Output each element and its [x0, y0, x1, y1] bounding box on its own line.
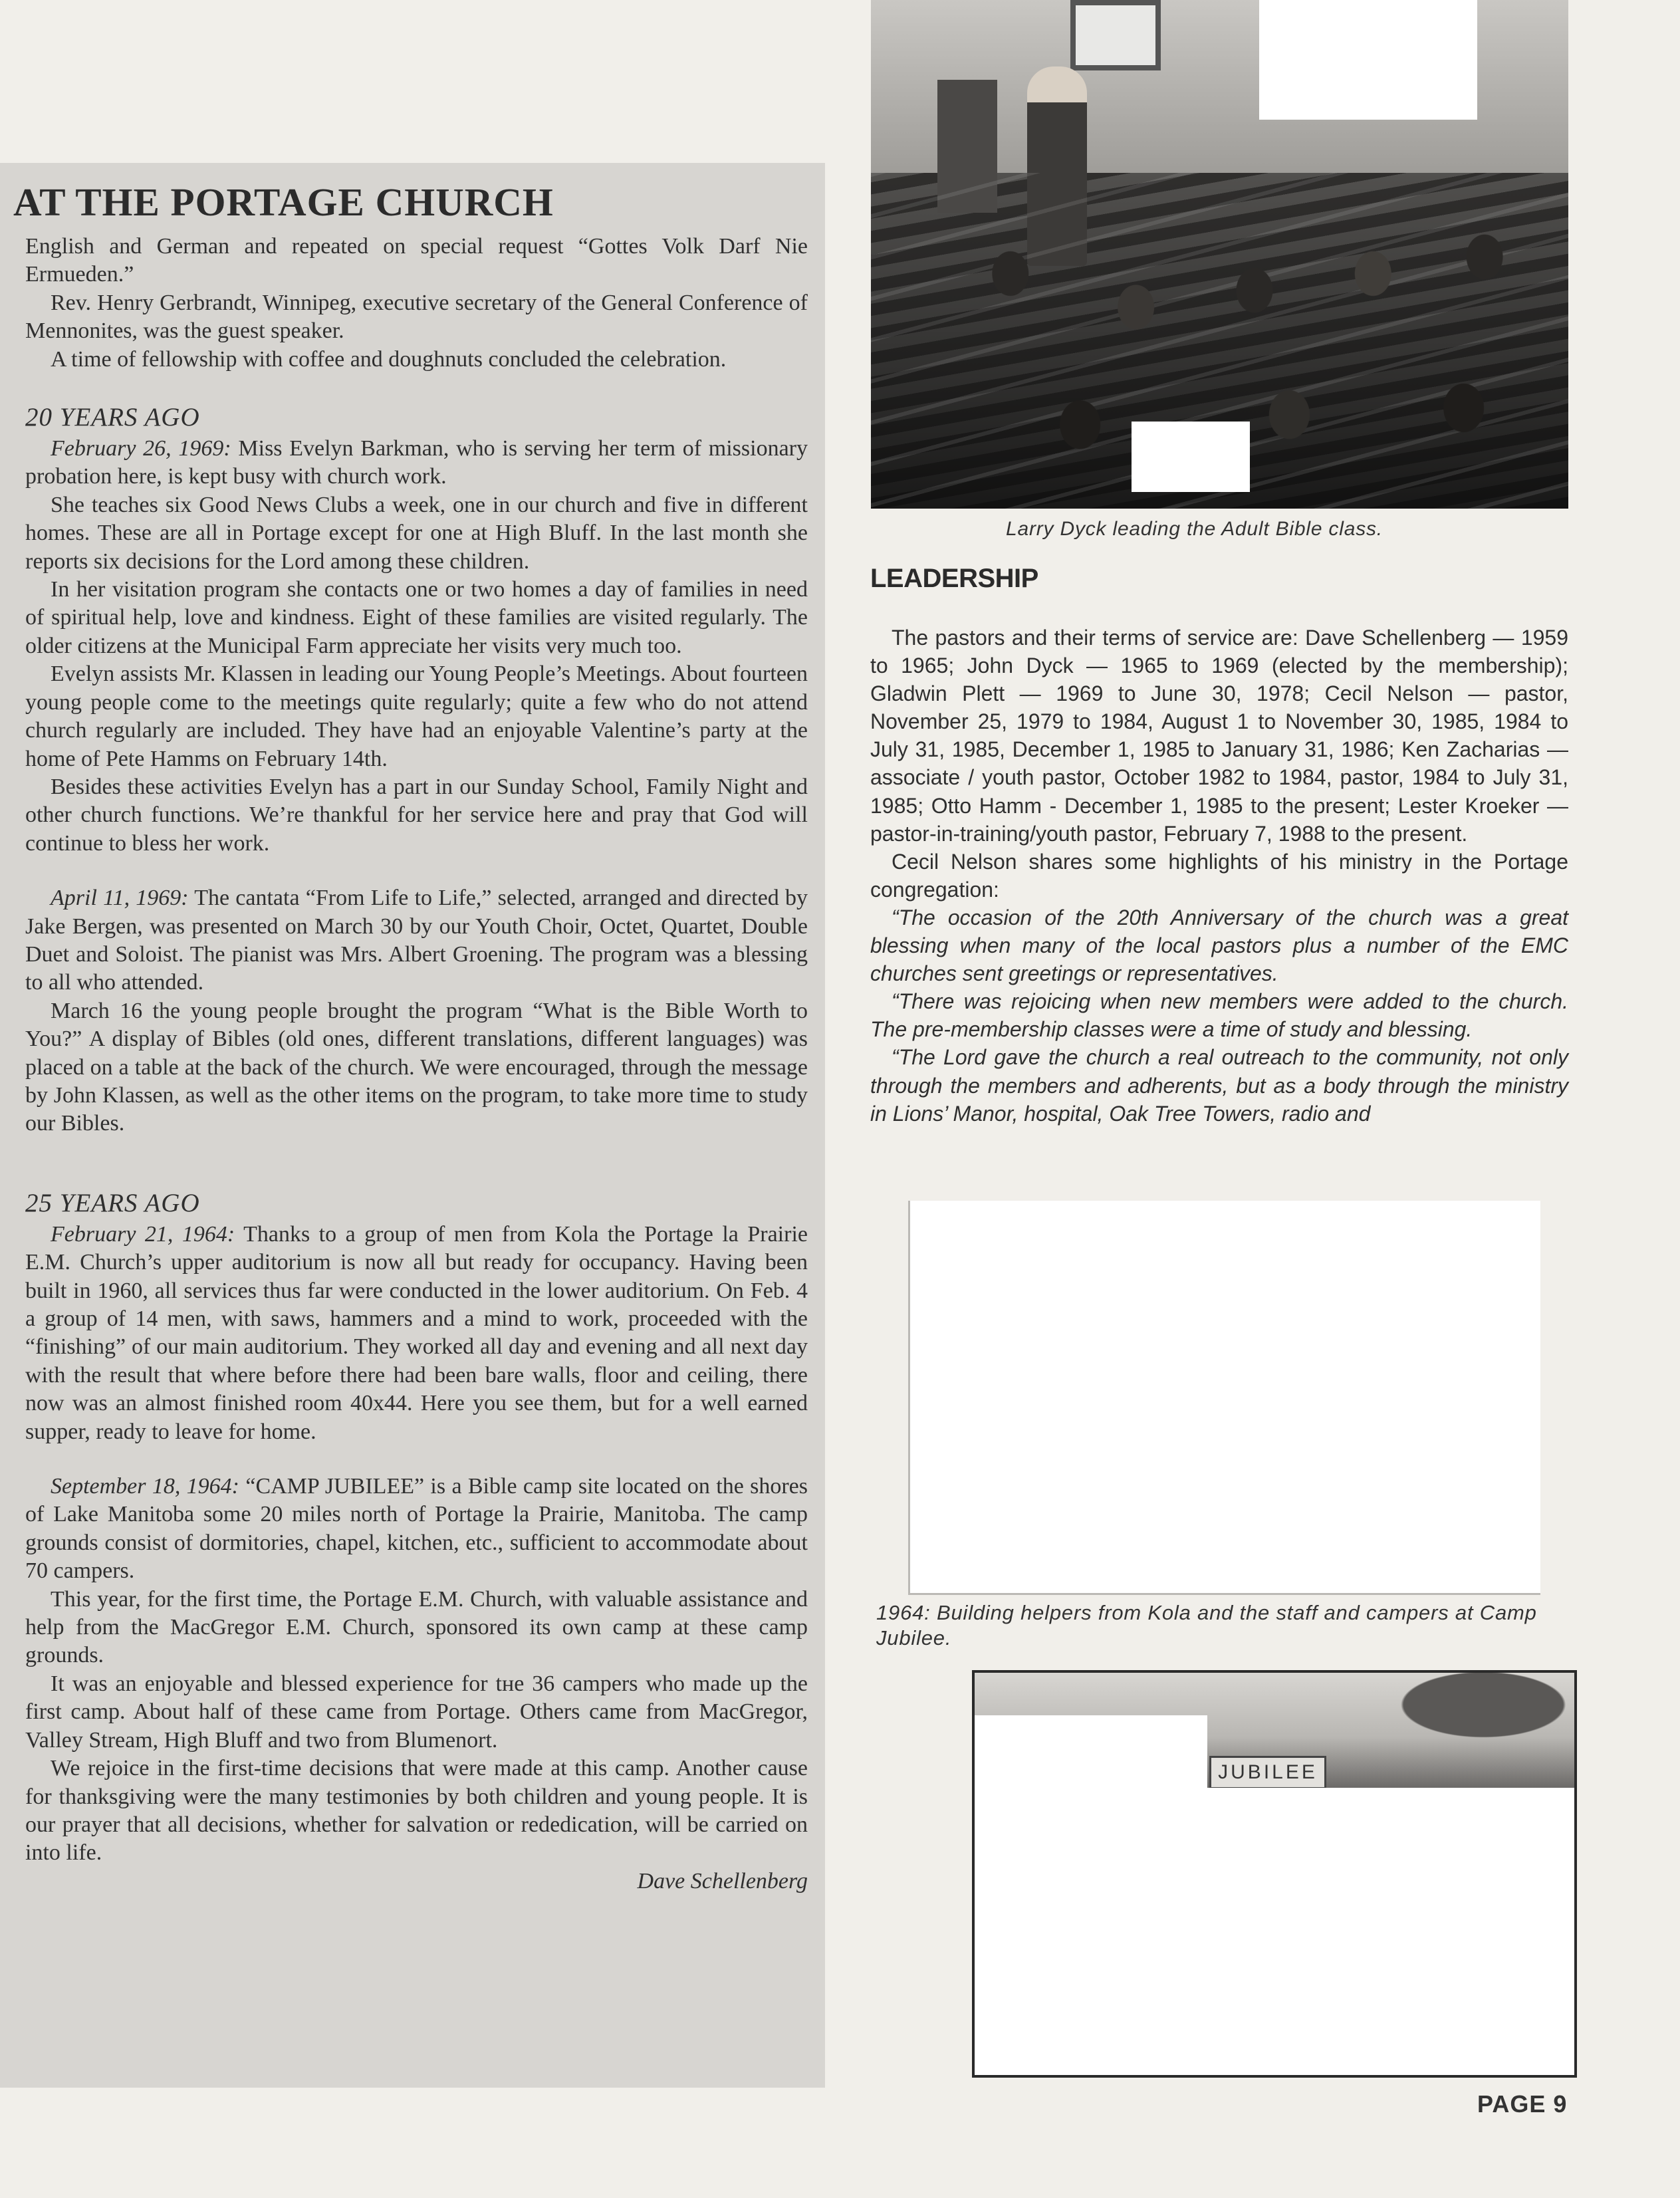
section-heading-20-years: 20 YEARS AGO: [25, 403, 200, 432]
intro-paragraph-1: English and German and repeated on special request “Gottes Volk Darf Nie Ermueden.”: [25, 234, 808, 287]
section-25-paragraph-1: [25, 1221, 808, 1446]
photo-placeholder-building-helpers: [908, 1201, 1540, 1595]
section-20-paragraph-7: March 16 the young people brought the program “What is the Bible Worth to You?” A display of Bibles (old ones, different translations, different languages) was placed on a table at the back of the church. We were encouraged, through the message by John Klassen, as well as the other items on the program, to take more time to study our Bibles.: [25, 998, 808, 1136]
adult-bible-class-photo: [871, 0, 1568, 509]
paragraph-text: Miss Evelyn Barkman, who is serving her term of missionary probation here, is kept busy with church work.: [25, 436, 808, 489]
photo-tree: [1347, 1673, 1574, 1753]
jubilee-sign: JUBILEE: [1209, 1756, 1326, 1789]
author-signature: Dave Schellenberg: [637, 1868, 808, 1893]
paragraph-text: Thanks to a group of men from Kola the Portage la Prairie E.M. Church’s upper auditorium is now all but ready for occupancy. Having been built in 1960, all services thus far were conducted in the lower auditorium. On Feb. 4 a group of 14 men, with saws, hammers and a mind to work, proceeded with the “finishing” of our main auditorium. They worked all day and evening and all next day with the result that where before there had been bare walls, floor and ceiling, there now was an almost finished room 40x44. Here you see them, but for a well earned supper, ready to leave for home.: [25, 1221, 808, 1444]
left-column-text: [25, 233, 808, 1895]
section-20-paragraph-5: Besides these activities Evelyn has a part in our Sunday School, Family Night and other church functions. We’re thankful for her service here and pray that God will continue to bless her work.: [25, 774, 808, 856]
photo-caption: Larry Dyck leading the Adult Bible class.: [1006, 518, 1383, 540]
quote-paragraph-1: “The occasion of the 20th Anniversary of the church was a great blessing when many of the local pastors plus a number of the EMC churches sent greetings or representatives.: [870, 905, 1568, 986]
section-heading-25-years: 25 YEARS AGO: [25, 1188, 200, 1217]
section-20-paragraph-2: She teaches six Good News Clubs a week, one in our church and five in different homes. These are all in Portage except for one at High Bluff. In the last month she reports six decisions for the Lord among these children.: [25, 492, 808, 574]
section-25-paragraph-3: This year, for the first time, the Portage E.M. Church, with valuable assistance and help from the MacGregor E.M. Church, sponsored its own camp at these camp grounds.: [25, 1586, 808, 1668]
date-label: February 21, 1964:: [51, 1221, 235, 1247]
redaction-box: [975, 1715, 1207, 1792]
photo-caption: 1964: Building helpers from Kola and the staff and campers at Camp Jubilee.: [876, 1601, 1537, 1649]
date-label: September 18, 1964:: [51, 1474, 240, 1499]
leadership-paragraph-1: The pastors and their terms of service are: Dave Schellenberg — 1959 to 1965; John Dyck — 1965 to 1969 (elected by the membership); Gladwin Plett — 1969 to June 30, 1978; Cecil Nelson — pastor, November 25, 1979 to 1984, August 1 to November 30, 1985, 1984 to July 31, 1985, December 1, 1985 to January 31, 1986; Ken Zacharias — associate / youth pastor, October 1982 to 1984, pastor, 1984 to July 31, 1985; Otto Hamm - December 1, 1985 to the present; Lester Kroeker — pastor-in-training/youth pastor, February 7, 1988 to the present.: [870, 626, 1568, 846]
section-25-paragraph-4: It was an enjoyable and blessed experience for tʜe 36 campers who made up the first camp. About half of these came from Portage. Others came from MacGregor, Valley Stream, High Bluff and two from Blumenort.: [25, 1671, 808, 1753]
leadership-heading: LEADERSHIP: [870, 564, 1038, 593]
quote-paragraph-2: “There was rejoicing when new members were added to the church. The pre-membership classes were a time of study and blessing.: [870, 989, 1568, 1042]
page-number: PAGE 9: [1477, 2090, 1568, 2118]
redaction-box: [1259, 0, 1477, 120]
section-25-paragraph-2: [25, 1473, 808, 1586]
quote-paragraph-3: “The Lord gave the church a real outreach to the community, not only through the members and adherents, but as a body through the ministry in Lions’ Manor, hospital, Oak Tree Towers, radio and: [870, 1045, 1568, 1126]
photo-window: [1070, 0, 1161, 70]
right-column-text: [870, 624, 1568, 1128]
intro-paragraph-3: A time of fellowship with coffee and doughnuts concluded the celebration.: [51, 346, 727, 372]
camp-jubilee-photo: [972, 1670, 1577, 2078]
section-20-paragraph-4: Evelyn assists Mr. Klassen in leading our Young People’s Meetings. About fourteen young people come to the meetings quite regularly; quite a few who do not attend church regularly are included. They have had an enjoyable Valentine’s party at the home of Pete Hamms on February 14th.: [25, 662, 808, 771]
section-20-paragraph-1: [25, 435, 808, 491]
intro-paragraph-2: Rev. Henry Gerbrandt, Winnipeg, executive secretary of the General Conference of Mennonites, was the guest speaker.: [25, 290, 808, 344]
section-20-paragraph-6: [25, 884, 808, 997]
section-20-paragraph-3: In her visitation program she contacts one or two homes a day of families in need of spiritual help, love and kindness. Eight of these families are visited regularly. The older citizens at the Municipal Farm appreciate her visits very much too.: [25, 577, 808, 658]
leadership-paragraph-2: Cecil Nelson shares some highlights of his ministry in the Portage congregation:: [870, 849, 1568, 902]
redaction-box: [975, 1788, 1574, 2075]
date-label: April 11, 1969:: [51, 886, 189, 911]
redaction-box: [1132, 422, 1250, 492]
paragraph-text: “CAMP JUBILEE” is a Bible camp site located on the shores of Lake Manitoba some 20 miles north of Portage la Prairie, Manitoba. The camp grounds consist of dormitories, chapel, kitchen, etc., sufficient to accommodate about 70 campers.: [25, 1474, 808, 1584]
paragraph-text: The cantata “From Life to Life,” selected, arranged and directed by Jake Bergen, was presented on March 30 by our Youth Choir, Octet, Quartet, Double Duet and Soloist. The pianist was Mrs. Albert Groening. The program was a blessing to all who attended.: [25, 886, 808, 995]
section-25-paragraph-5: We rejoice in the first-time decisions that were made at this camp. Another cause for thanksgiving were the many testimonies by both children and young people. It is our prayer that all decisions, whether for salvation or rededication, will be carried on into life.: [25, 1756, 808, 1866]
date-label: February 26, 1969:: [51, 436, 231, 461]
article-headline: AT THE PORTAGE CHURCH: [13, 180, 554, 224]
